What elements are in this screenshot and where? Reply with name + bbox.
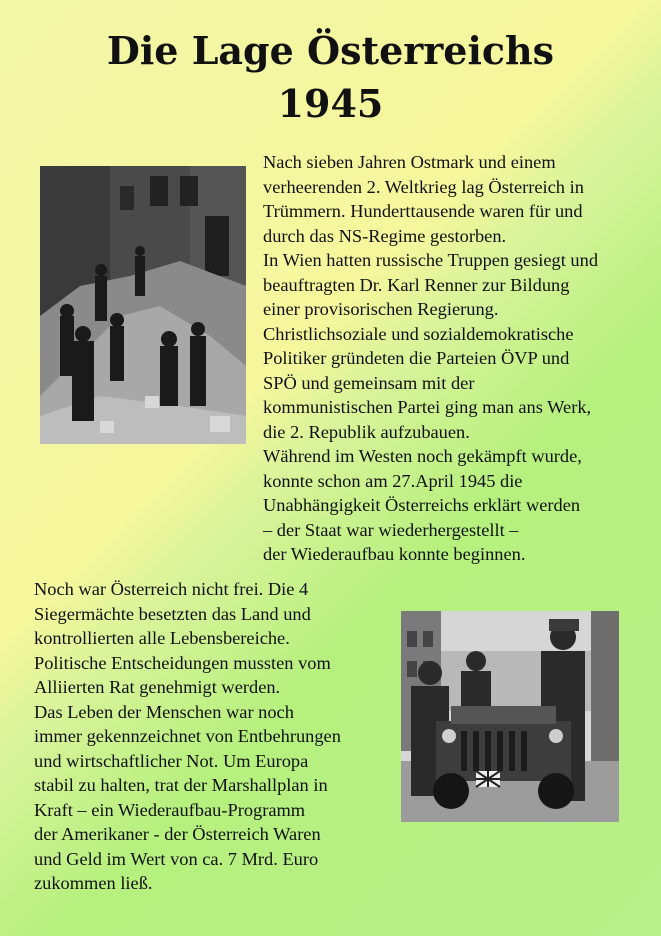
text-line: und wirtschaftlicher Not. Um Europa: [34, 750, 309, 771]
text-line: Alliierten Rat genehmigt werden.: [34, 677, 281, 697]
text-line: konnte schon am 27.April 1945 die: [263, 470, 523, 491]
paragraph-postwar-situation: [263, 150, 598, 567]
text-line: stabil zu halten, trat der Marshallplan in: [34, 775, 328, 795]
text-line: Das Leben der Menschen war noch: [34, 701, 294, 722]
text-line: die 2. Republik aufzubauen.: [263, 421, 470, 442]
text-line: Politiker gründeten die Parteien ÖVP und: [263, 348, 570, 368]
text-line: verheerenden 2. Weltkrieg lag Österreich in: [263, 176, 584, 197]
text-line: In Wien hatten russische Truppen gesiegt und: [263, 250, 599, 270]
text-line: Unabhängigkeit Österreichs erklärt werden: [263, 495, 581, 515]
rubble-photo: [40, 166, 246, 444]
text-line: kontrollierten alle Lebensbereiche.: [34, 628, 290, 648]
text-line: kommunistischen Partei ging man ans Werk,: [263, 397, 592, 417]
page-title-line-2: 1945: [277, 81, 384, 126]
text-line: immer gekennzeichnet von Entbehrungen: [34, 726, 341, 746]
text-line: Siegermächte besetzten das Land und: [34, 603, 311, 624]
text-line: der Wiederaufbau konnte beginnen.: [263, 544, 526, 564]
text-line: – der Staat war wiederhergestellt –: [263, 519, 519, 540]
text-line: der Amerikaner - der Österreich Waren: [34, 824, 321, 844]
text-line: beauftragten Dr. Karl Renner zur Bildung: [263, 274, 570, 295]
text-line: Trümmern. Hunderttausende waren für und: [263, 201, 583, 221]
text-line: und Geld im Wert von ca. 7 Mrd. Euro: [34, 848, 319, 869]
text-line: Kraft – ein Wiederaufbau-Programm: [34, 799, 306, 820]
text-line: Nach sieben Jahren Ostmark und einem: [263, 152, 556, 172]
text-line: Politische Entscheidungen mussten vom: [34, 652, 331, 673]
page-title: [0, 24, 661, 130]
jeep-photo: [401, 611, 619, 822]
text-line: Noch war Österreich nicht frei. Die 4: [34, 579, 309, 599]
text-line: zukommen ließ.: [34, 873, 153, 893]
text-line: durch das NS-Regime gestorben.: [263, 225, 507, 246]
text-line: SPÖ und gemeinsam mit der: [263, 372, 475, 393]
text-line: Während im Westen noch gekämpft wurde,: [263, 446, 582, 466]
text-line: Christlichsoziale und sozialdemokratische: [263, 323, 574, 344]
paragraph-occupation: [34, 577, 341, 896]
text-line: einer provisorischen Regierung.: [263, 299, 499, 319]
page-title-line-1: Die Lage Österreichs: [106, 28, 555, 73]
